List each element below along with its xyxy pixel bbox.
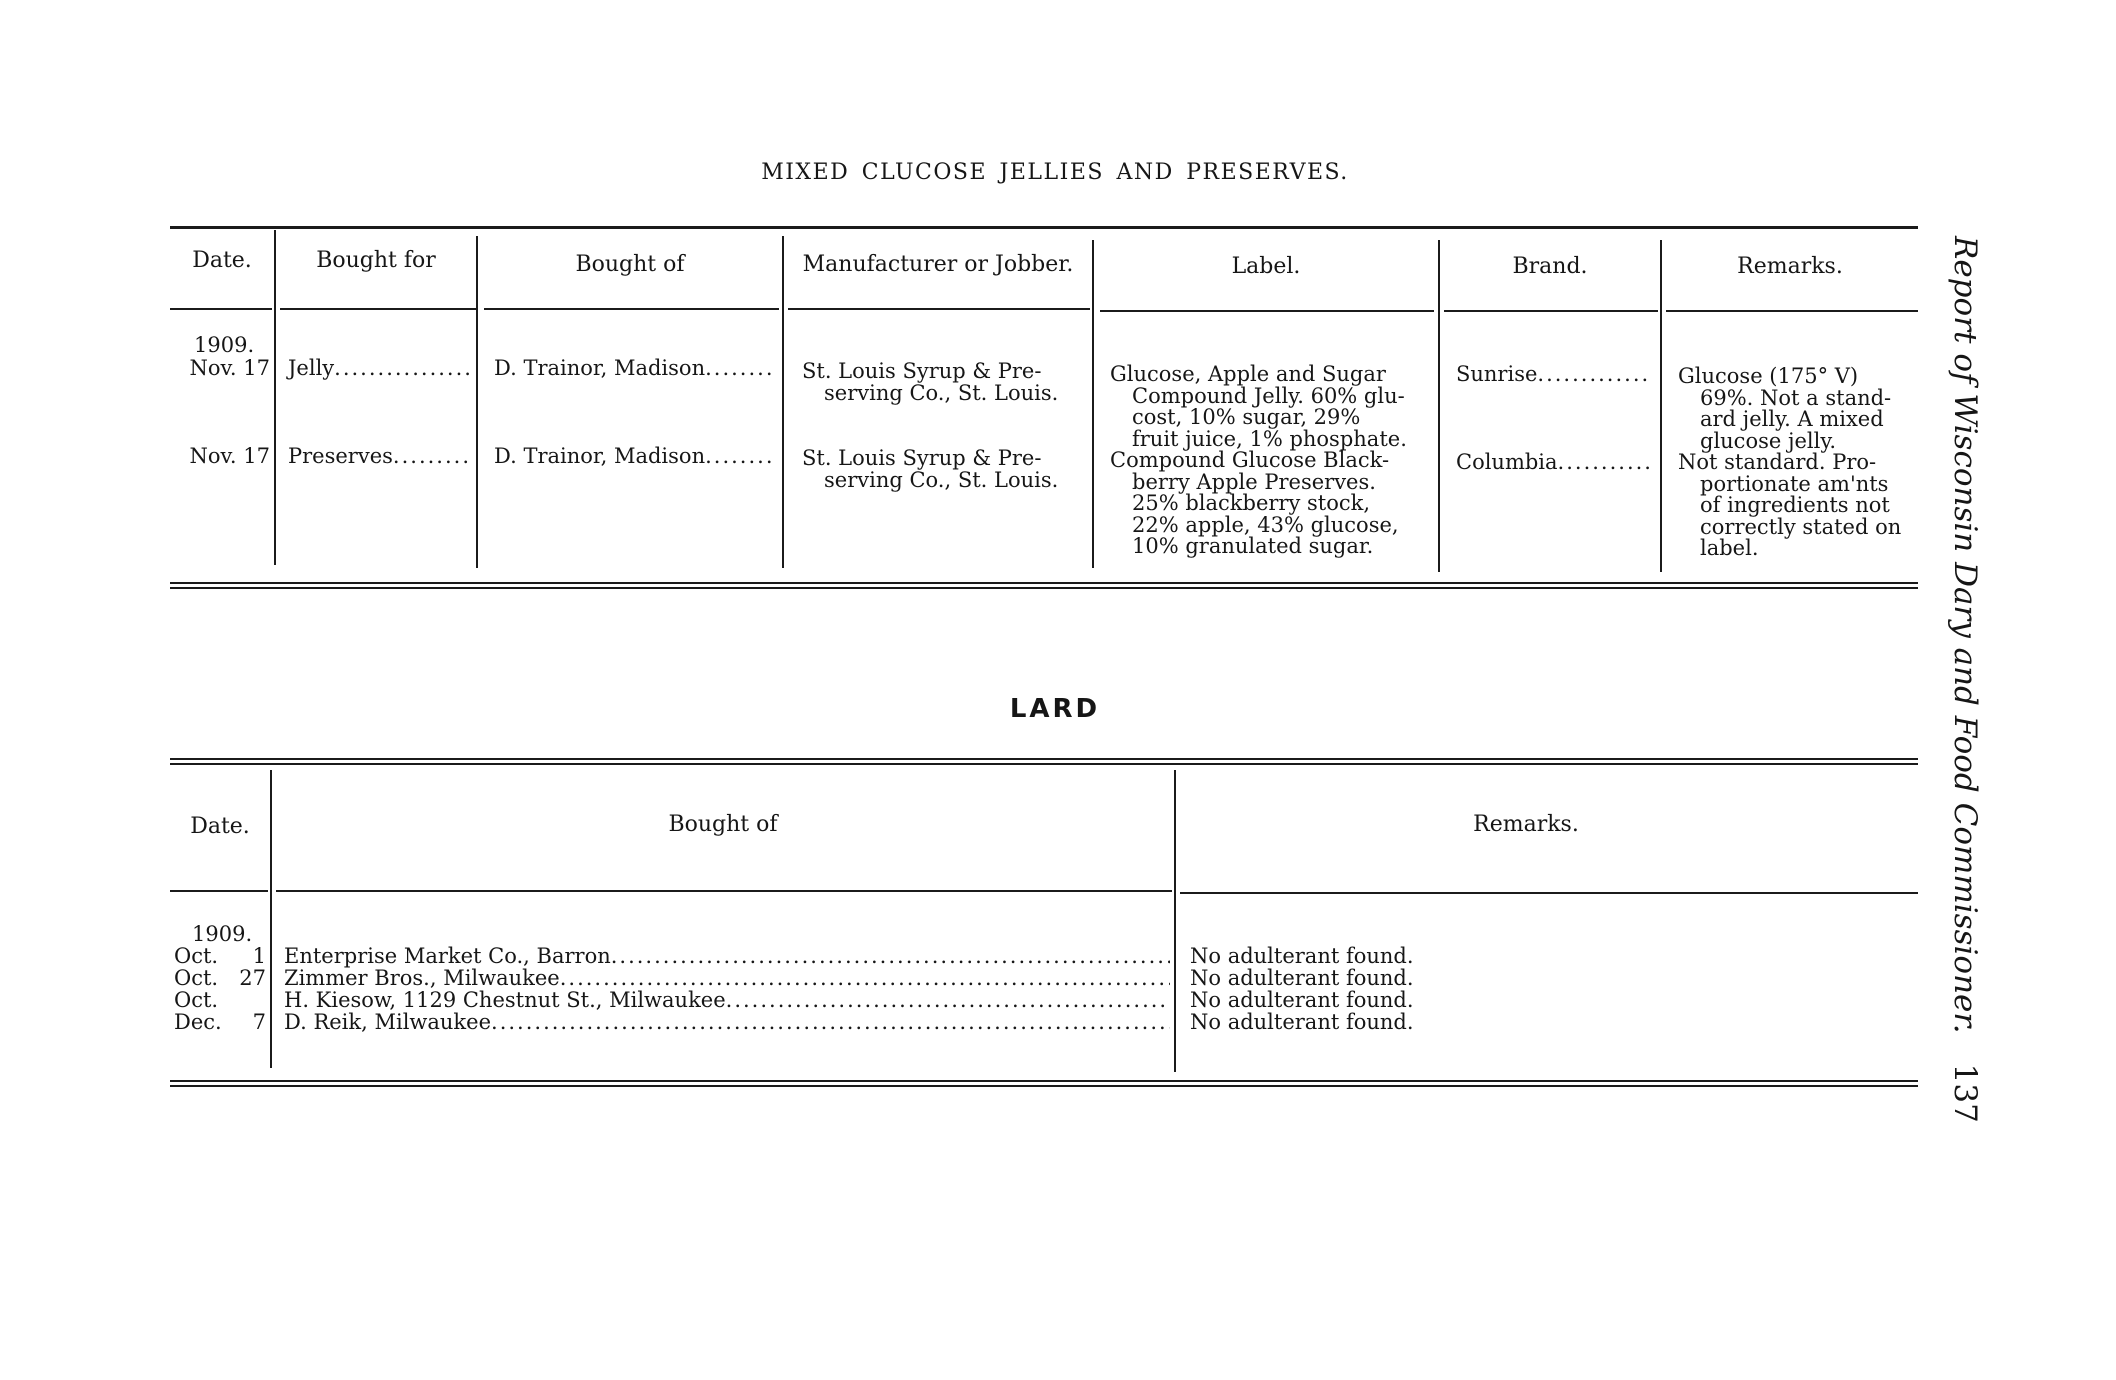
column-separator xyxy=(476,236,478,568)
table-row-manufacturer: St. Louis Syrup & Pre- serving Co., St. Louis. xyxy=(802,446,1059,492)
header-rule xyxy=(1666,310,1918,312)
header-rule xyxy=(170,890,268,892)
col-header-bought-of: Bought of xyxy=(668,812,778,837)
table-row-bought-for: Jelly ..... xyxy=(288,358,470,380)
header-rule xyxy=(280,308,476,310)
table-row-label: Glucose, Apple and Sugar Compound Jelly. 60% glu- cost, 10% sugar, 29% fruit juice, 1% phosphate. xyxy=(1110,362,1407,451)
header-rule xyxy=(484,308,779,310)
table-row-day: 1 xyxy=(252,944,266,968)
col-header-label: Label. xyxy=(1231,254,1301,279)
year-label: 1909. xyxy=(194,333,255,357)
col-header-remarks: Remarks. xyxy=(1473,812,1579,837)
table-row-date: Nov. 17 xyxy=(189,444,270,468)
table-top-rule xyxy=(170,758,1918,765)
table-bottom-rule xyxy=(170,1080,1918,1087)
table-row-bought-of: D. Trainor, Madison ..... xyxy=(494,446,776,468)
year-label: 1909. xyxy=(192,922,253,946)
header-rule xyxy=(276,890,1172,892)
section-title-lard: LARD xyxy=(1009,694,1101,724)
table-row-label: Compound Glucose Black- berry Apple Preserves. 25% blackberry stock, 22% apple, 43% glucose, 10% granulated sugar. xyxy=(1110,448,1399,558)
table-row-bought-of: D. Trainor, Madison ..... xyxy=(494,358,776,380)
table-row-bought-of: H. Kiesow, 1129 Chestnut St., Milwaukee ..... xyxy=(284,990,1170,1012)
table-row-bought-of: Zimmer Bros., Milwaukee ..... xyxy=(284,968,1170,990)
page-number: 137 xyxy=(1947,1063,1983,1123)
col-header-date: Date. xyxy=(190,814,250,839)
running-head-text: Report of Wisconsin Dary and Food Commissioner. xyxy=(1947,236,1983,1034)
column-separator xyxy=(1660,240,1662,572)
col-header-manufacturer: Manufacturer or Jobber. xyxy=(802,252,1074,277)
table-row-bought-of: Enterprise Market Co., Barron ..... xyxy=(284,946,1170,968)
table-row-day: 7 xyxy=(252,1010,266,1034)
col-header-brand: Brand. xyxy=(1512,254,1588,279)
column-separator xyxy=(274,230,276,565)
table-row-bought-of: D. Reik, Milwaukee ..... xyxy=(284,1012,1170,1034)
col-header-remarks: Remarks. xyxy=(1737,254,1843,279)
column-separator xyxy=(1438,240,1440,572)
header-rule xyxy=(1444,310,1658,312)
column-separator xyxy=(1092,240,1094,568)
table-bottom-rule xyxy=(170,582,1918,589)
table-row-month: Dec. xyxy=(174,1010,222,1034)
table-row-day: 27 xyxy=(239,966,266,990)
header-rule xyxy=(1180,892,1918,894)
section-title-jellies: MIXED CLUCOSE JELLIES AND PRESERVES. xyxy=(761,160,1349,185)
table-row-month: Oct. xyxy=(174,944,219,968)
table-row-date: Nov. 17 xyxy=(189,356,270,380)
table-row-remarks: No adulterant found. xyxy=(1190,944,1414,968)
table-row-month: Oct. xyxy=(174,988,219,1012)
table-row-remarks: No adulterant found. xyxy=(1190,966,1414,990)
table-row-remarks: No adulterant found. xyxy=(1190,988,1414,1012)
column-separator xyxy=(782,236,784,568)
col-header-bought-for: Bought for xyxy=(316,248,436,273)
table-row-remarks: Glucose (175° V) 69%. Not a stand- ard jelly. A mixed glucose jelly. xyxy=(1678,364,1892,453)
table-row-brand: Columbia ..... xyxy=(1456,452,1652,474)
header-rule xyxy=(788,308,1090,310)
table-row-remarks: No adulterant found. xyxy=(1190,1010,1414,1034)
table-row-manufacturer: St. Louis Syrup & Pre- serving Co., St. Louis. xyxy=(802,359,1059,405)
header-rule xyxy=(170,308,272,310)
table-row-month: Oct. xyxy=(174,966,219,990)
table-row-bought-for: Preserves ..... xyxy=(288,446,470,468)
table-row-remarks: Not standard. Pro- portionate am'nts of ingredients not correctly stated on label. xyxy=(1678,450,1902,560)
table-row-brand: Sunrise ..... xyxy=(1456,364,1652,386)
header-rule xyxy=(1100,310,1434,312)
col-header-date: Date. xyxy=(192,248,252,273)
col-header-bought-of: Bought of xyxy=(575,252,685,277)
table-top-rule xyxy=(170,226,1918,229)
running-head xyxy=(1945,236,1985,1156)
